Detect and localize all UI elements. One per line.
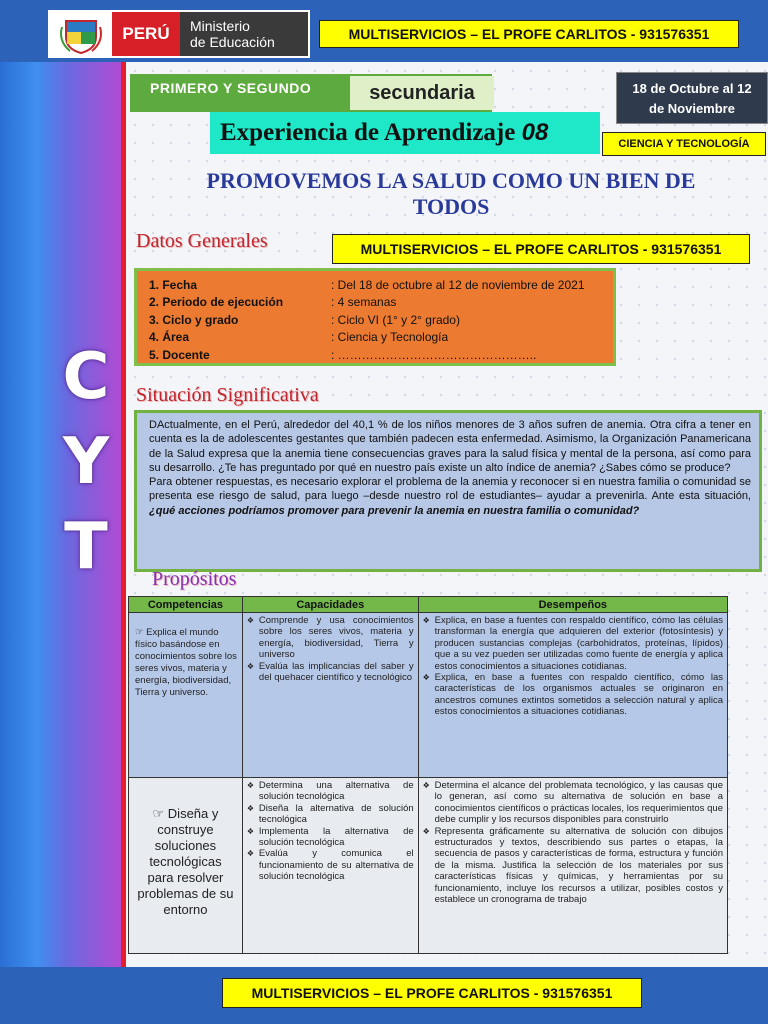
column-header: Desempeños [418, 597, 727, 613]
list-item: ❖ Diseña la alternativa de solución tecnológica [247, 803, 414, 826]
experience-number: 08 [521, 119, 549, 146]
side-decoration [0, 62, 122, 967]
list-item: ❖ Explica, en base a fuentes con respaldo científico, cómo las características de los organismos actuales se originaron en ancestros comunes extintos sometidos a selección natural y aplica estos conocimientos a situaciones cotidianas. [423, 672, 723, 718]
experience-title: Experiencia de Aprendizaje 08 [210, 112, 600, 154]
pointing-hand-icon: ☞ [152, 806, 168, 821]
header-banner: MULTISERVICIOS – EL PROFE CARLITOS - 931576351 [319, 20, 739, 48]
peru-seal-icon [50, 12, 112, 56]
list-item: ❖ Determina el alcance del problemata tecnológico, y las causas que lo generan, así como su alternativa de solución en base a conocimientos científicos o prácticas locales, los requerimientos que debe cumplir y los recursos disponibles para construirlo [423, 780, 723, 826]
desempenos-cell [418, 613, 727, 778]
datos-row: 5. Docente : ………………………………………….. [149, 347, 537, 362]
list-item: ❖ Representa gráficamente su alternativa de solución con dibujos estructurados y textos, describiendo sus partes o etapas, la secuencia de pasos y características de forma, estructura y función de la misma. Justifica la selección de los materiales por sus características físicas y químicas, y herramientas por su funcionamiento, incluye los recursos a utilizar, posibles costos y establece un cronograma de trabajo [423, 826, 723, 906]
datos-row: 2. Periodo de ejecución : 4 semanas [149, 295, 397, 310]
table-row [129, 778, 728, 954]
grade-stage: secundaria [350, 76, 494, 110]
situacion-paragraph-1: DActualmente, en el Perú, alrededor del 40,1 % de los niños menores de 3 años sufren de anemia. Otra cifra a tener en cuenta es la de adolescentes gestantes que también padecen esta enfermedad. Asimismo, la Organización Panamericana de la Salud expresa que la anemia tiene consecuencias graves para la salud física y mental de la persona, así como para su desarrollo. ¿Te has preguntado por qué en nuestro país existe un alto índice de anemia? ¿Sabes cómo se produce? [149, 419, 751, 474]
propositos-table [128, 596, 728, 954]
grade-banner [130, 74, 492, 112]
propositos-heading: Propósitos [152, 568, 237, 590]
list-item: ❖ Comprende y usa conocimientos sobre los seres vivos, materia y energía, biodiversidad, Tierra y universo [247, 615, 414, 661]
competencia-cell: ☞ Diseña y construye soluciones tecnológicas para resolver problemas de su entorno [129, 778, 243, 954]
minedu-logo [48, 10, 310, 58]
datos-row: 1. Fecha : Del 18 de octubre al 12 de noviembre de 2021 [149, 277, 585, 292]
capacidades-cell [242, 613, 418, 778]
datos-generales-heading: Datos Generales [136, 230, 268, 252]
situacion-heading: Situación Significativa [136, 384, 319, 406]
capacidades-cell [242, 778, 418, 954]
page-title: PROMOVEMOS LA SALUD COMO UN BIEN DE TODOS [206, 168, 696, 219]
competencia-cell: ☞ Explica el mundo físico basándose en conocimientos sobre los seres vivos, materia y energía, biodiversidad, Tierra y universo. [129, 613, 243, 778]
footer-banner: MULTISERVICIOS – EL PROFE CARLITOS - 931576351 [222, 978, 642, 1008]
datos-row: 4. Área : Ciencia y Tecnología [149, 330, 449, 345]
pointing-hand-icon: ☞ [135, 627, 147, 638]
area-badge: CIENCIA Y TECNOLOGÍA [602, 132, 766, 156]
side-letter-t: T [64, 510, 108, 584]
grade-levels: PRIMERO Y SEGUNDO [150, 80, 312, 96]
mid-banner: MULTISERVICIOS – EL PROFE CARLITOS - 931576351 [332, 234, 750, 264]
list-item: ❖ Evalúa y comunica el funcionamiento de su alternativa de solución tecnológica [247, 848, 414, 882]
desempenos-cell [418, 778, 727, 954]
ministry-label: Ministerio de Educación [190, 18, 275, 50]
situacion-paragraph-2: Para obtener respuestas, es necesario explorar el problema de la anemia y reconocer si en nuestra familia o comunidad se presenta ese riesgo de salud, para luego –desde nuestro rol de estudiantes– ayudar a prevenirla. Ante esta situación, ¿qué acciones podríamos promover para prevenir la anemia en nuestra familia o comunidad? [149, 476, 751, 517]
country-label: PERÚ [112, 12, 180, 56]
side-letter-c: C [62, 340, 110, 414]
side-letter-y: Y [62, 425, 110, 499]
column-header: Capacidades [242, 597, 418, 613]
list-item: ❖ Evalúa las implicancias del saber y del quehacer científico y tecnológico [247, 661, 414, 684]
list-item: ❖ Determina una alternativa de solución tecnológica [247, 780, 414, 803]
document-body [126, 62, 768, 967]
date-range: 18 de Octubre al 12 de Noviembre [616, 72, 768, 124]
situacion-question: ¿qué acciones podríamos promover para prevenir la anemia en nuestra familia o comunidad? [149, 504, 640, 517]
datos-row: 3. Ciclo y grado : Ciclo VI (1° y 2° grado) [149, 312, 460, 327]
datos-generales-box [134, 268, 616, 366]
table-row [129, 613, 728, 778]
table-header-row [129, 597, 728, 613]
page-header [0, 0, 768, 62]
list-item: ❖ Implementa la alternativa de solución tecnológica [247, 826, 414, 849]
column-header: Competencias [129, 597, 243, 613]
list-item: ❖ Explica, en base a fuentes con respaldo científico, cómo las células transforman la energía que adquieren del exterior (fotosíntesis) y producen sustancias complejas (carbohidratos, proteínas, lípidos) que a su vez pueden ser utilizadas como fuente de energía y aplica estos conocimientos a situaciones cotidianas. [423, 615, 723, 672]
situacion-box [134, 410, 762, 572]
